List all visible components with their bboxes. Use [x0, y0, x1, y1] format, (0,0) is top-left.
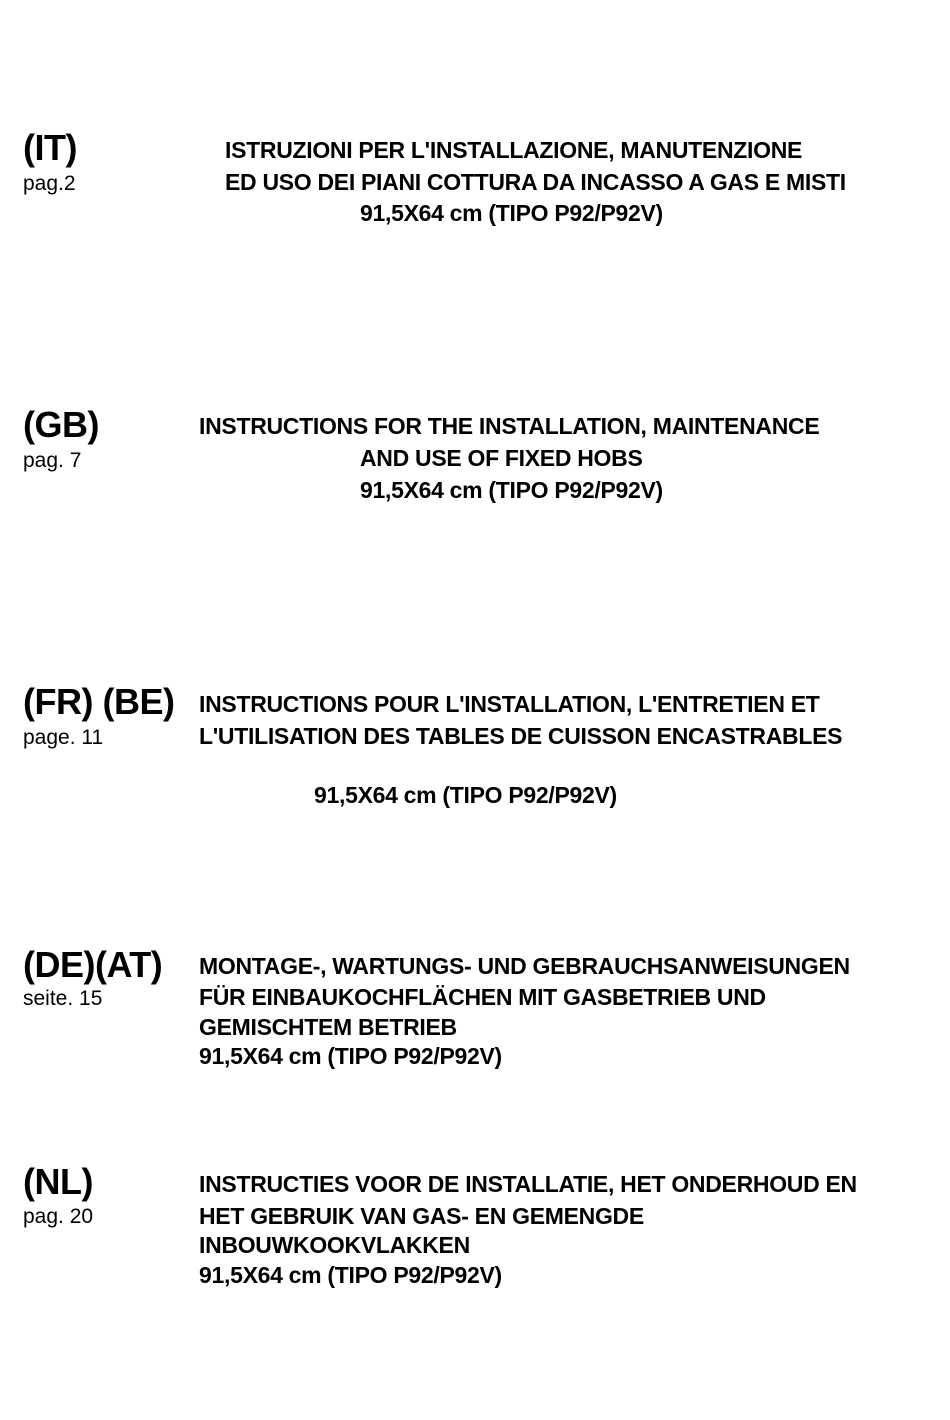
language-code: (NL) — [23, 1161, 93, 1202]
title-line: L'UTILISATION DES TABLES DE CUISSON ENCASTRABLES — [199, 723, 843, 749]
title-line: MONTAGE-, WARTUNGS- UND GEBRAUCHSANWEISUNGEN — [199, 953, 850, 979]
title-line: HET GEBRUIK VAN GAS- EN GEMENGDE — [199, 1203, 644, 1229]
model-line: 91,5X64 cm (TIPO P92/P92V) — [360, 200, 663, 226]
title-line: AND USE OF FIXED HOBS — [360, 445, 643, 471]
title-line: ISTRUZIONI PER L'INSTALLAZIONE, MANUTENZIONE — [225, 137, 803, 163]
title-line: ED USO DEI PIANI COTTURA DA INCASSO A GAS E MISTI — [225, 169, 846, 195]
title-line: INSTRUCTIES VOOR DE INSTALLATIE, HET ONDERHOUD EN — [199, 1171, 857, 1197]
title-line: INBOUWKOOKVLAKKEN — [199, 1232, 470, 1258]
language-code: (FR) (BE) — [23, 681, 175, 722]
language-code: (IT) — [23, 127, 77, 168]
model-line: 91,5X64 cm (TIPO P92/P92V) — [314, 782, 617, 808]
page-reference: seite. 15 — [23, 987, 103, 1010]
model-line: 91,5X64 cm (TIPO P92/P92V) — [199, 1262, 502, 1288]
title-line: FÜR EINBAUKOCHFLÄCHEN MIT GASBETRIEB UND — [199, 984, 766, 1010]
page-reference: page. 11 — [23, 726, 104, 749]
page-reference: pag.2 — [23, 172, 76, 195]
page-reference: pag. 20 — [23, 1205, 94, 1228]
language-code: (GB) — [23, 404, 99, 445]
model-line: 91,5X64 cm (TIPO P92/P92V) — [199, 1043, 502, 1069]
model-line: 91,5X64 cm (TIPO P92/P92V) — [360, 477, 663, 503]
language-code: (DE)(AT) — [23, 944, 163, 985]
title-line: INSTRUCTIONS POUR L'INSTALLATION, L'ENTRETIEN ET — [199, 691, 820, 717]
title-line: GEMISCHTEM BETRIEB — [199, 1014, 457, 1040]
title-line: INSTRUCTIONS FOR THE INSTALLATION, MAINTENANCE — [199, 413, 820, 439]
page-reference: pag. 7 — [23, 449, 82, 472]
